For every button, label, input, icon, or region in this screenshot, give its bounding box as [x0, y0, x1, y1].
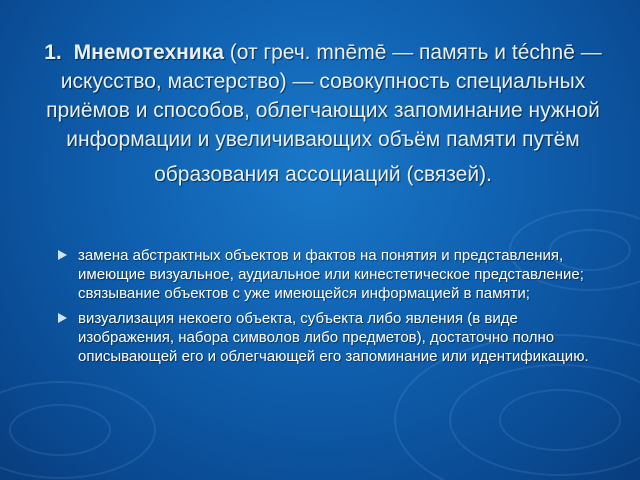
bullet-arrow-icon: [58, 313, 67, 323]
list-item: [56, 309, 606, 366]
title-definition: (от греч. mnēmē — память и téchnē — искусство, мастерство) — совокупность специальных приёмов и способов, облегчающих запоминание нужной информации и увеличивающих объём памяти путём: [46, 41, 602, 151]
list-item: [56, 246, 606, 303]
title-last-line: образования ассоциаций (связей).: [154, 163, 492, 186]
title-term: Мнемотехника: [73, 41, 224, 64]
title-number: 1.: [44, 41, 62, 64]
bullet-arrow-icon: [58, 250, 67, 260]
list-item-text: замена абстрактных объектов и фактов на понятия и представления, имеющие визуальное, аудиальное или кинестетическое представление; связывание объектов с уже имеющейся информацией в памяти;: [78, 247, 584, 302]
bullet-list: [56, 246, 606, 372]
list-item-text: визуализация некоего объекта, субъекта либо явления (в виде изображения, набора символов либо предметов), достаточно полно описывающей его и облегчающей его запоминание или идентификацию.: [78, 310, 589, 365]
slide-title: [28, 38, 618, 189]
